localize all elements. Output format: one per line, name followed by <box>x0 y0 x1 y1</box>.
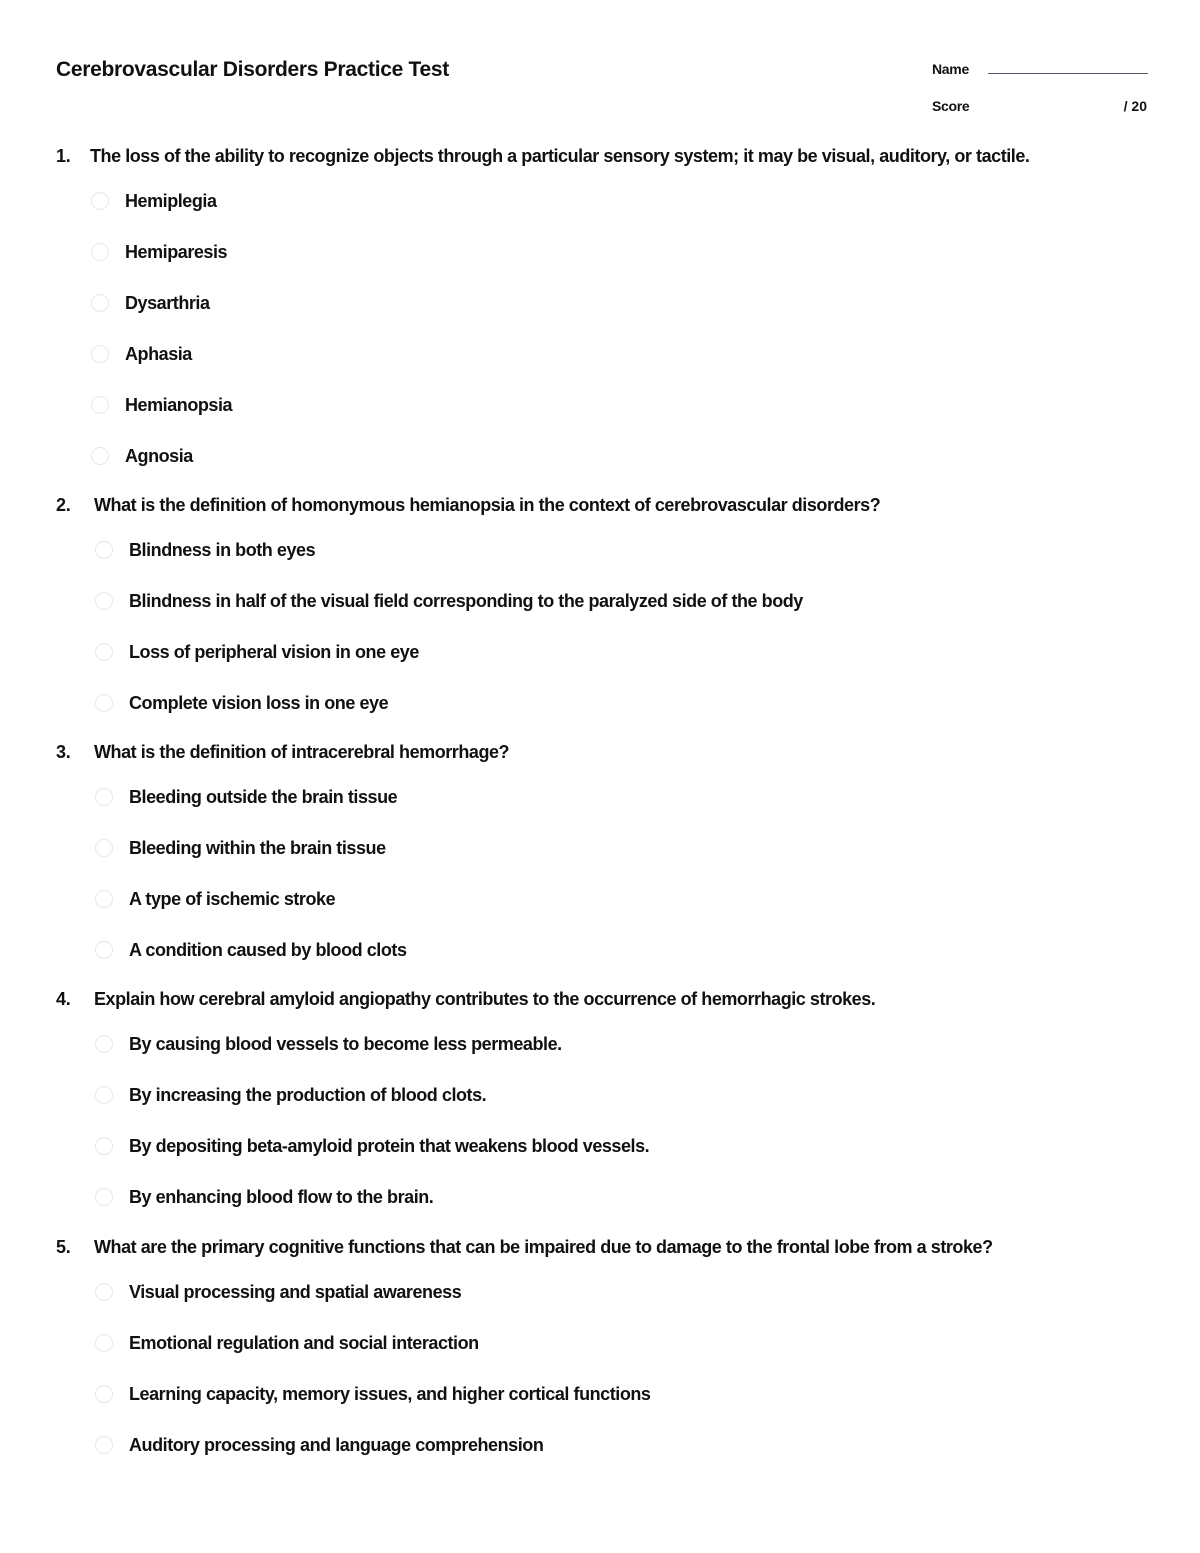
radio-button[interactable] <box>91 396 109 414</box>
question-number: 2. <box>56 495 71 515</box>
option-label: Agnosia <box>125 445 193 466</box>
answer-option[interactable] <box>95 589 803 613</box>
name-label: Name <box>932 61 969 77</box>
radio-button[interactable] <box>91 243 109 261</box>
question-text: Explain how cerebral amyloid angiopathy contributes to the occurrence of hemorrhagic strokes. <box>94 989 876 1009</box>
option-label: Aphasia <box>125 343 192 364</box>
option-label: Dysarthria <box>125 292 210 313</box>
radio-button[interactable] <box>95 839 113 857</box>
name-field-line[interactable] <box>988 73 1148 74</box>
score-total: / 20 <box>1123 98 1147 114</box>
answer-option[interactable] <box>95 1083 486 1107</box>
radio-button[interactable] <box>91 294 109 312</box>
option-label: Bleeding outside the brain tissue <box>129 786 398 807</box>
page-title: Cerebrovascular Disorders Practice Test <box>56 58 449 81</box>
option-label: By increasing the production of blood clots. <box>129 1084 487 1105</box>
option-label: A type of ischemic stroke <box>129 888 336 909</box>
option-label: By enhancing blood flow to the brain. <box>129 1186 434 1207</box>
radio-button[interactable] <box>95 694 113 712</box>
radio-button[interactable] <box>95 1436 113 1454</box>
answer-option[interactable] <box>95 691 388 715</box>
answer-option[interactable] <box>91 189 217 213</box>
radio-button[interactable] <box>95 643 113 661</box>
question-text: What is the definition of homonymous hemianopsia in the context of cerebrovascular disorders? <box>94 495 881 515</box>
radio-button[interactable] <box>91 447 109 465</box>
radio-button[interactable] <box>95 890 113 908</box>
radio-button[interactable] <box>95 1137 113 1155</box>
question-number: 4. <box>56 989 71 1009</box>
option-label: A condition caused by blood clots <box>129 939 407 960</box>
answer-option[interactable] <box>95 1134 649 1158</box>
option-label: Blindness in both eyes <box>129 539 316 560</box>
option-label: By causing blood vessels to become less permeable. <box>129 1033 562 1054</box>
answer-option[interactable] <box>95 1331 479 1355</box>
option-label: Hemianopsia <box>125 394 233 415</box>
question-text: What are the primary cognitive functions that can be impaired due to damage to the frontal lobe from a stroke? <box>94 1237 993 1257</box>
option-label: Auditory processing and language comprehension <box>129 1434 544 1455</box>
option-label: Bleeding within the brain tissue <box>129 837 386 858</box>
option-label: Hemiparesis <box>125 241 228 262</box>
radio-button[interactable] <box>95 592 113 610</box>
radio-button[interactable] <box>95 1086 113 1104</box>
question-text: The loss of the ability to recognize objects through a particular sensory system; it may be visual, auditory, or tactile. <box>90 146 1030 166</box>
option-label: Hemiplegia <box>125 190 217 211</box>
question-number: 3. <box>56 742 71 762</box>
radio-button[interactable] <box>95 1188 113 1206</box>
radio-button[interactable] <box>95 1035 113 1053</box>
radio-button[interactable] <box>95 1283 113 1301</box>
option-label: Blindness in half of the visual field corresponding to the paralyzed side of the body <box>129 590 803 611</box>
radio-button[interactable] <box>95 1334 113 1352</box>
question-number: 5. <box>56 1237 71 1257</box>
radio-button[interactable] <box>91 345 109 363</box>
answer-option[interactable] <box>95 887 335 911</box>
answer-option[interactable] <box>95 538 315 562</box>
answer-option[interactable] <box>91 240 227 264</box>
option-label: Emotional regulation and social interaction <box>129 1332 479 1353</box>
option-label: Visual processing and spatial awareness <box>129 1281 462 1302</box>
answer-option[interactable] <box>95 938 407 962</box>
answer-option[interactable] <box>95 1280 461 1304</box>
answer-option[interactable] <box>95 836 386 860</box>
radio-button[interactable] <box>95 941 113 959</box>
radio-button[interactable] <box>95 1385 113 1403</box>
answer-option[interactable] <box>91 393 232 417</box>
answer-option[interactable] <box>95 1032 562 1056</box>
radio-button[interactable] <box>95 788 113 806</box>
answer-option[interactable] <box>95 1185 433 1209</box>
answer-option[interactable] <box>95 640 419 664</box>
option-label: Complete vision loss in one eye <box>129 692 389 713</box>
question-text: What is the definition of intracerebral hemorrhage? <box>94 742 510 762</box>
answer-option[interactable] <box>95 785 397 809</box>
score-label: Score <box>932 98 970 114</box>
radio-button[interactable] <box>95 541 113 559</box>
answer-option[interactable] <box>95 1433 543 1457</box>
answer-option[interactable] <box>91 342 192 366</box>
option-label: Loss of peripheral vision in one eye <box>129 641 419 662</box>
answer-option[interactable] <box>95 1382 650 1406</box>
option-label: Learning capacity, memory issues, and higher cortical functions <box>129 1383 651 1404</box>
option-label: By depositing beta-amyloid protein that weakens blood vessels. <box>129 1135 650 1156</box>
answer-option[interactable] <box>91 444 193 468</box>
answer-option[interactable] <box>91 291 210 315</box>
question-number: 1. <box>56 146 71 166</box>
radio-button[interactable] <box>91 192 109 210</box>
